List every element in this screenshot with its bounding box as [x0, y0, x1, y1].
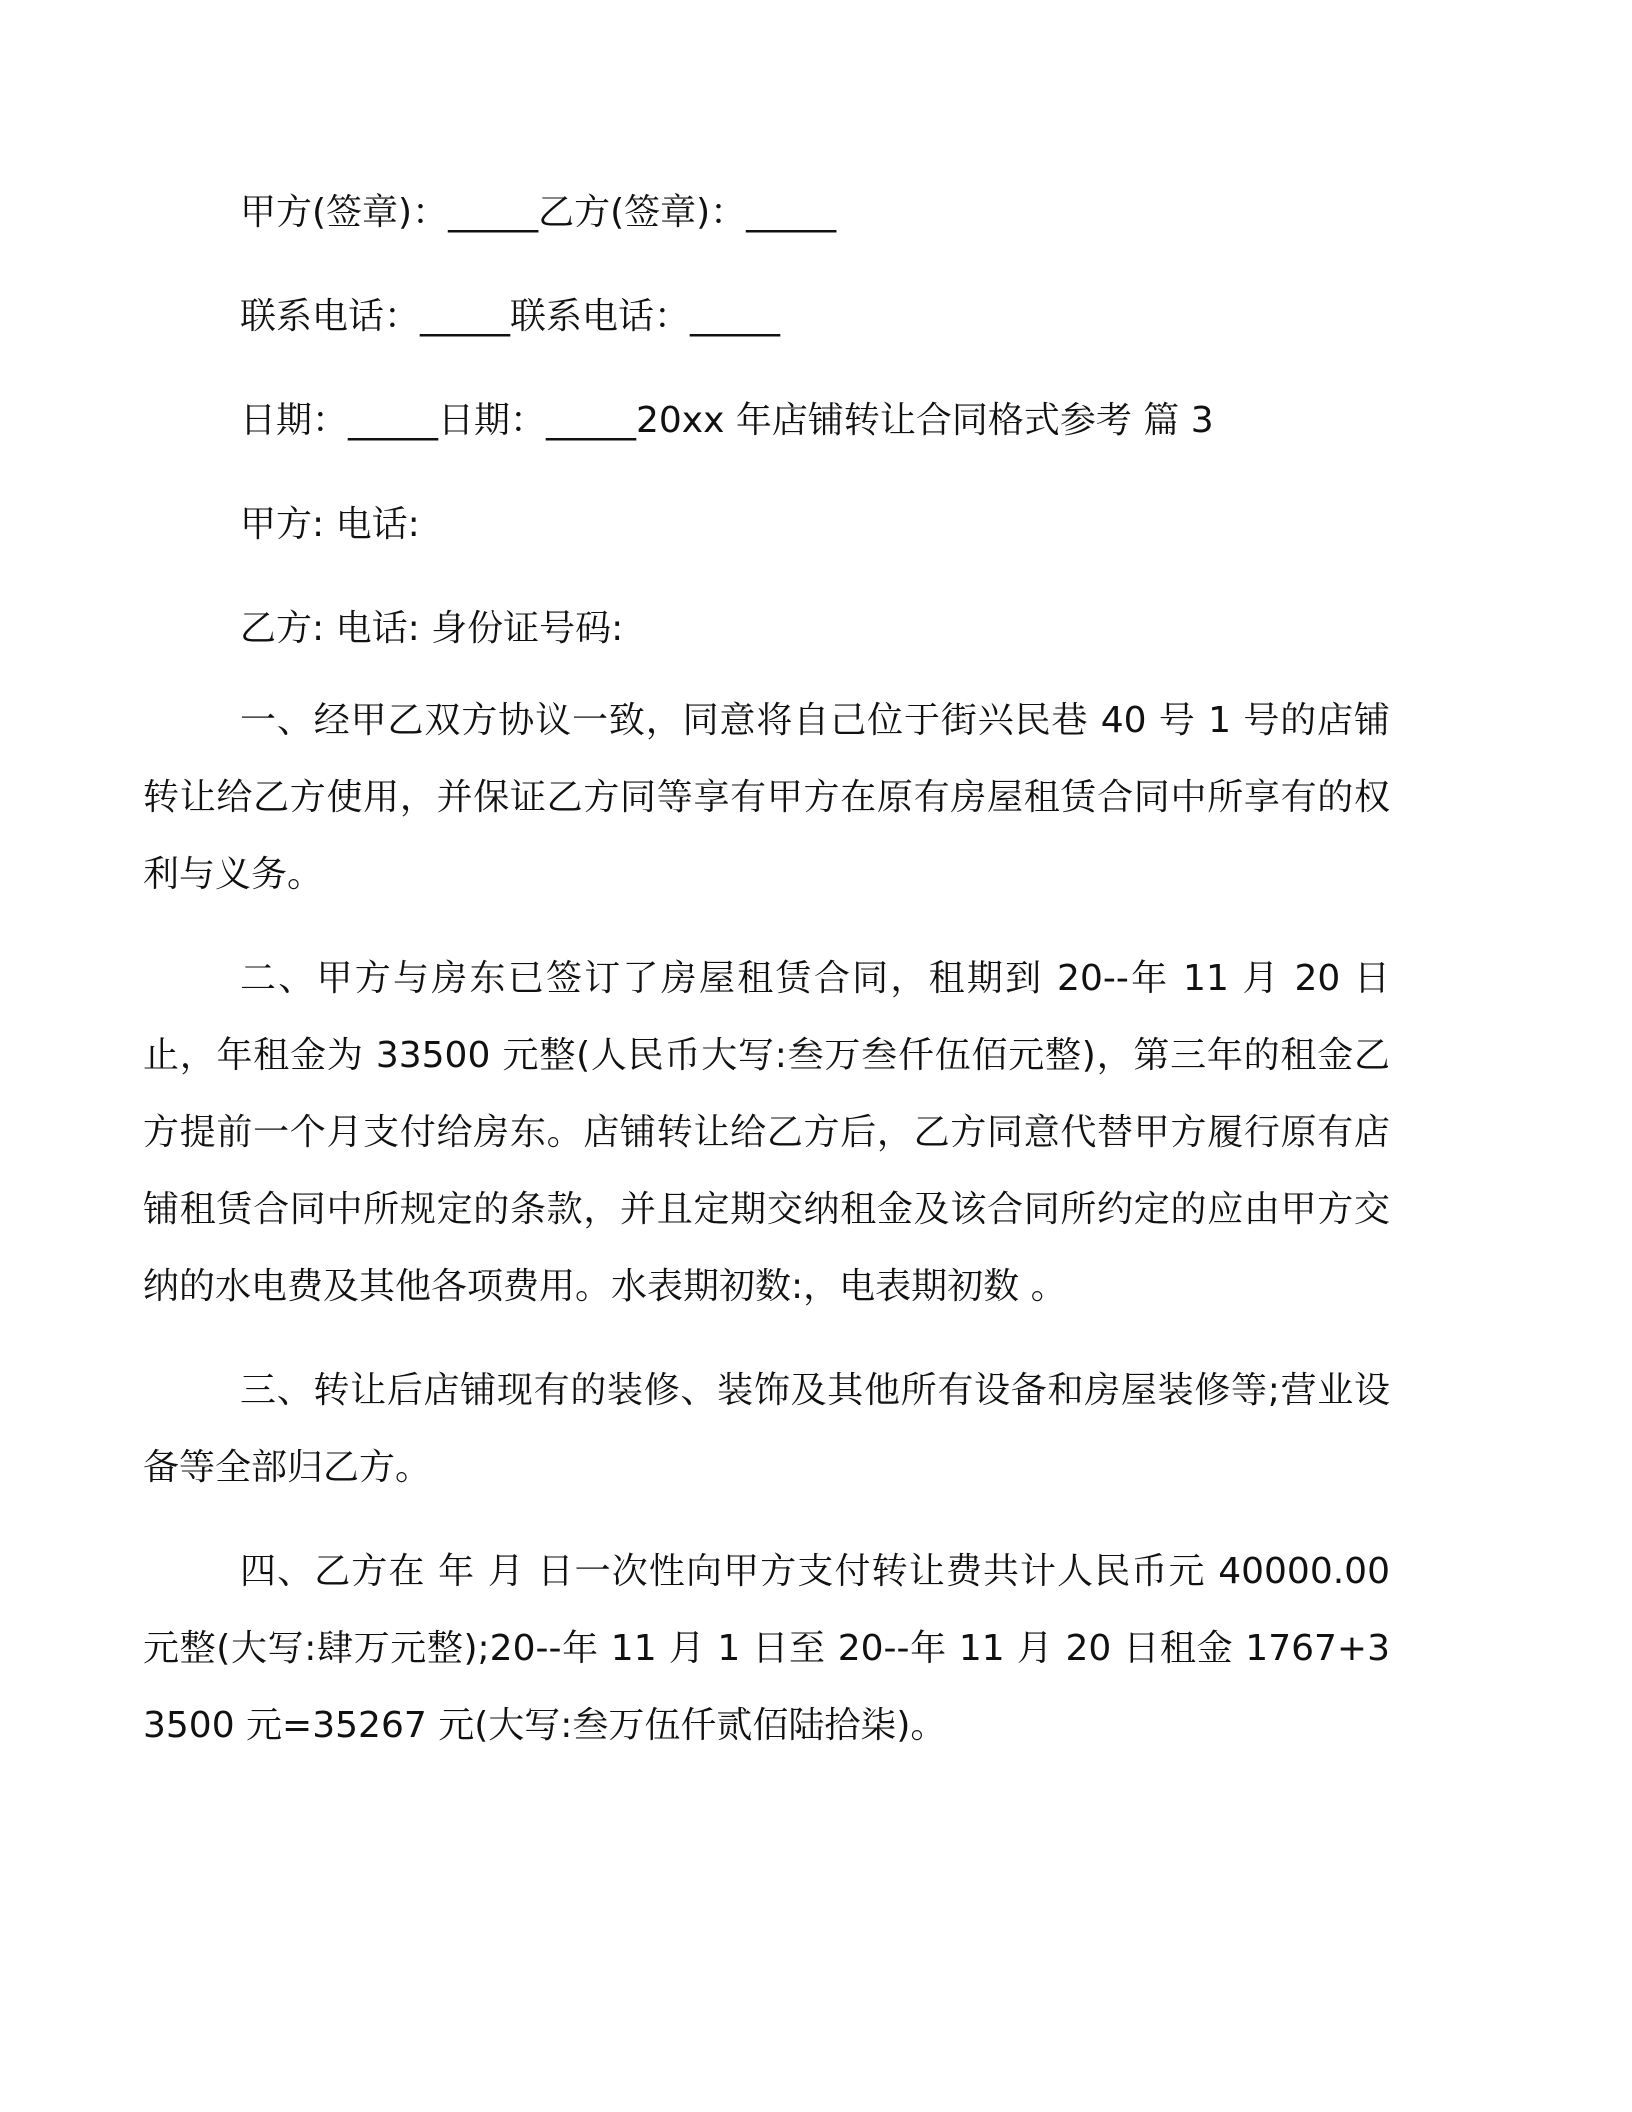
signature-line-party-a-b: 甲方(签章)：_____乙方(签章)：_____: [240, 192, 837, 233]
clause-2: 二、甲方与房东已签订了房屋租赁合同，租期到 20--年 11 月 20 日止，年租金为 33500 元整(人民币大写:叁万叁仟伍佰元整)，第三年的租金乙方提前一个月支付给房东。店铺转让给乙方后，乙方同意代替甲方履行原有店铺租赁合同中所规定的条款，并且定期交纳租金及该合同所约定的应由甲方交纳的水电费及其他各项费用。水表期初数:，电表期初数 。: [143, 958, 1390, 1307]
contact-phone-line: 联系电话：_____联系电话：_____: [240, 296, 781, 337]
date-line-and-section-title: 日期：_____日期：_____20xx 年店铺转让合同格式参考 篇 3: [240, 400, 1214, 441]
party-b-phone-id-line: 乙方: 电话: 身份证号码:: [240, 608, 624, 649]
clause-3: 三、转让后店铺现有的装修、装饰及其他所有设备和房屋装修等;营业设备等全部归乙方。: [143, 1370, 1390, 1488]
document-body: [143, 188, 1390, 1791]
party-a-phone-line: 甲方: 电话:: [240, 504, 420, 545]
clause-4: 四、乙方在 年 月 日一次性向甲方支付转让费共计人民币元 40000.00 元整(大写:肆万元整);20--年 11 月 1 日至 20--年 11 月 20 日租金 1767+33500 元=35267 元(大写:叁万伍仟贰佰陆拾柒)。: [143, 1551, 1390, 1746]
clause-1: 一、经甲乙双方协议一致，同意将自己位于街兴民巷 40 号 1 号的店铺转让给乙方使用，并保证乙方同等享有甲方在原有房屋租赁合同中所享有的权利与义务。: [143, 700, 1390, 895]
